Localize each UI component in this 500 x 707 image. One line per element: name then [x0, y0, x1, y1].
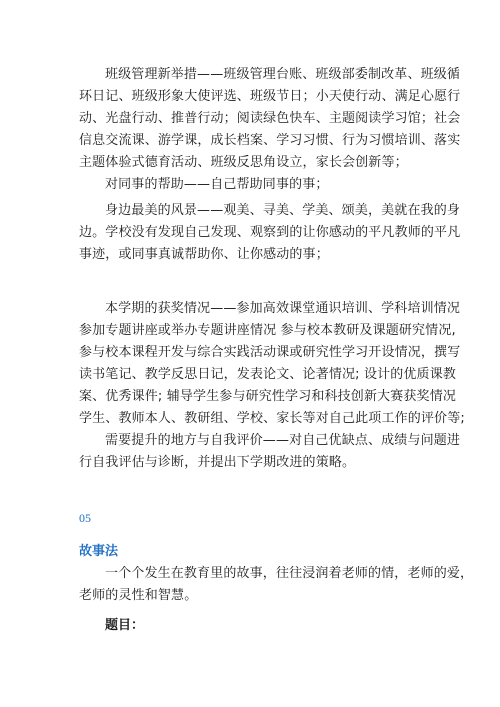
text-line: 信息交流课、游学课，成长档案、学习习惯、行为习惯培训、落实 [79, 133, 461, 148]
paragraph-story-method [79, 563, 474, 607]
text-line: 案、优秀课件; 辅导学生参与研究性学习和科技创新大赛获奖情况 [79, 389, 457, 404]
paragraph-colleague-help [79, 174, 435, 196]
text-line: 参加专题讲座或举办专题讲座情况 参与校本教研及课题研究情况, [79, 323, 456, 338]
section-title: 故事法 [79, 544, 119, 559]
text-line: 环日记、班级形象大使评选、班级节日；小天使行动、满足心愿行 [79, 89, 461, 104]
paragraph-awards [79, 298, 465, 430]
text-line: 动、光盘行动、推普行动；阅读绿色快车、主题阅读学习馆；社会 [79, 111, 461, 126]
text-line: 参与校本课程开发与综合实践活动课或研究性学习开设情况，撰写 [79, 345, 461, 360]
text-line: 班级管理新举措——班级管理台账、班级部委制改革、班级循 [105, 67, 461, 82]
text-line: 学生、教师本人、教研组、学校、家长等对自己此项工作的评价等; [79, 411, 465, 426]
paragraph-class-management [79, 64, 461, 174]
text-line: 主题体验式德育活动、班级反思角设立，家长会创新等； [79, 155, 408, 170]
paragraph-self-evaluation [79, 430, 461, 474]
paragraph-beautiful-scenery [79, 200, 461, 266]
text-line: 行自我评估与诊断，并提出下学期改进的策略。 [79, 455, 356, 470]
text-line: 对同事的帮助——自己帮助同事的事； [105, 177, 329, 192]
topic-label: 题目： [105, 618, 145, 633]
text-line: 身边最美的风景——观美、寻美、学美、颂美，美就在我的身 [105, 203, 461, 218]
text-line: 边。学校没有发现自己发现、观察到的让你感动的平凡教师的平凡 [79, 225, 461, 240]
text-line: 一个个发生在教育里的故事，往往浸润着老师的情，老师的爱， [105, 566, 474, 581]
section-number: 05 [79, 511, 91, 525]
text-line: 本学期的获奖情况——参加高效课堂通识培训、学科培训情况 [105, 301, 461, 316]
text-line: 老师的灵性和智慧。 [79, 588, 198, 603]
text-line: 需要提升的地方与自我评价——对自己优缺点、成绩与问题进 [105, 433, 461, 448]
text-line: 读书笔记、教学反思日记，发表论文、论著情况; 设计的优质课教 [79, 367, 457, 382]
text-line: 事迹，或同事真诚帮助你、让你感动的事； [79, 247, 329, 262]
